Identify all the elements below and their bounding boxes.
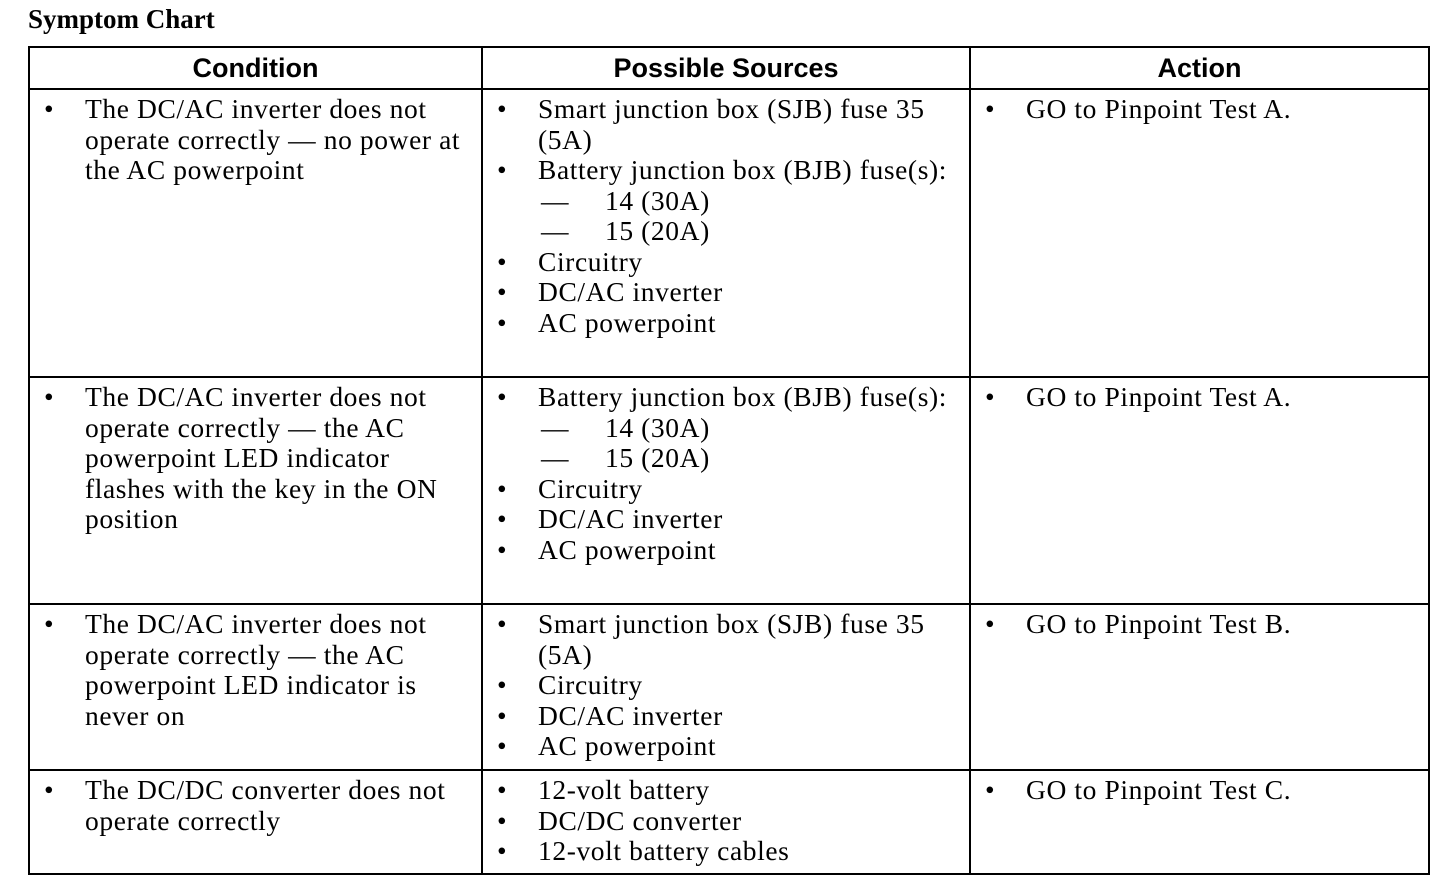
source-text: 12-volt battery cables — [538, 835, 790, 866]
page-title: Symptom Chart — [28, 4, 215, 34]
sources-cell — [482, 89, 970, 377]
bullet-icon: • — [44, 774, 55, 805]
bullet-icon: • — [497, 154, 508, 185]
condition-cell — [29, 604, 482, 770]
bullet-icon: • — [497, 381, 508, 412]
bullet-icon: • — [497, 306, 508, 338]
condition-item — [30, 775, 481, 836]
action-item — [971, 382, 1428, 413]
condition-item — [30, 609, 481, 731]
action-cell — [970, 604, 1429, 770]
source-text: Battery junction box (BJB) fuse(s): — [538, 381, 947, 412]
condition-item — [30, 382, 481, 535]
condition-cell — [29, 89, 482, 377]
source-text: 12-volt battery — [538, 774, 710, 805]
source-subitem — [483, 216, 969, 247]
source-text: 15 (20A) — [605, 215, 710, 246]
source-item — [483, 247, 969, 278]
source-text: AC powerpoint — [538, 533, 717, 565]
action-text: GO to Pinpoint Test B. — [1026, 608, 1292, 639]
bullet-icon: • — [497, 804, 508, 836]
source-text: Circuitry — [538, 245, 643, 277]
source-subitem — [483, 443, 969, 474]
source-item — [483, 836, 969, 867]
source-text: Circuitry — [538, 472, 643, 504]
source-item — [483, 609, 969, 670]
source-subitem — [483, 186, 969, 217]
header-possible-sources: Possible Sources — [482, 47, 970, 89]
table-row — [29, 770, 1429, 874]
source-text: Circuitry — [538, 669, 643, 700]
action-item — [971, 775, 1428, 806]
source-text: AC powerpoint — [538, 730, 717, 761]
action-cell — [970, 377, 1429, 604]
source-text: AC powerpoint — [538, 306, 717, 338]
action-text: GO to Pinpoint Test C. — [1026, 774, 1292, 805]
condition-text: The DC/DC converter does not operate correctly — [85, 774, 446, 836]
condition-text: The DC/AC inverter does not operate correctly — no power at the AC powerpoint — [85, 93, 461, 185]
source-item — [483, 277, 969, 308]
header-action: Action — [970, 47, 1429, 89]
bullet-icon: • — [497, 276, 508, 307]
source-item — [483, 474, 969, 505]
bullet-icon: • — [985, 774, 996, 805]
dash-icon: — — [541, 215, 570, 246]
bullet-icon: • — [497, 730, 508, 761]
source-item — [483, 308, 969, 339]
header-row — [29, 47, 1429, 89]
sources-cell — [482, 604, 970, 770]
condition-cell — [29, 377, 482, 604]
bullet-icon: • — [985, 93, 996, 124]
action-cell — [970, 770, 1429, 874]
bullet-icon: • — [985, 608, 996, 639]
dash-icon: — — [541, 442, 570, 473]
bullet-icon: • — [497, 699, 508, 731]
source-text: 14 (30A) — [605, 184, 710, 216]
source-item — [483, 670, 969, 701]
source-text: DC/AC inverter — [538, 276, 723, 307]
action-item — [971, 94, 1428, 125]
source-text: DC/AC inverter — [538, 503, 723, 534]
action-cell — [970, 89, 1429, 377]
dash-icon: — — [541, 411, 570, 443]
source-item — [483, 382, 969, 413]
action-item — [971, 609, 1428, 640]
source-item — [483, 775, 969, 806]
table-row — [29, 377, 1429, 604]
source-item — [483, 94, 969, 155]
condition-text: The DC/AC inverter does not operate correctly — the AC powerpoint LED indicator flashes with the key in the ON position — [85, 381, 438, 534]
action-text: GO to Pinpoint Test A. — [1026, 381, 1292, 412]
bullet-icon: • — [497, 93, 508, 124]
table-row — [29, 89, 1429, 377]
bullet-icon: • — [497, 774, 508, 805]
bullet-icon: • — [497, 472, 508, 504]
condition-cell — [29, 770, 482, 874]
bullet-icon: • — [497, 533, 508, 565]
bullet-icon: • — [497, 669, 508, 700]
source-item — [483, 806, 969, 837]
source-text: DC/DC converter — [538, 804, 742, 836]
bullet-icon: • — [497, 835, 508, 866]
source-text: Smart junction box (SJB) fuse 35 (5A) — [538, 608, 925, 670]
dash-icon: — — [541, 184, 570, 216]
sources-cell — [482, 377, 970, 604]
source-text: Smart junction box (SJB) fuse 35 (5A) — [538, 93, 925, 155]
source-text: 15 (20A) — [605, 442, 710, 473]
bullet-icon: • — [497, 608, 508, 639]
symptom-chart-table — [28, 46, 1430, 875]
bullet-icon: • — [44, 93, 55, 124]
source-text: 14 (30A) — [605, 411, 710, 443]
bullet-icon: • — [985, 381, 996, 412]
condition-item — [30, 94, 481, 186]
bullet-icon: • — [497, 245, 508, 277]
header-condition: Condition — [29, 47, 482, 89]
action-text: GO to Pinpoint Test A. — [1026, 93, 1292, 124]
source-item — [483, 504, 969, 535]
source-text: Battery junction box (BJB) fuse(s): — [538, 154, 947, 185]
sources-cell — [482, 770, 970, 874]
source-text: DC/AC inverter — [538, 699, 723, 731]
condition-text: The DC/AC inverter does not operate correctly — the AC powerpoint LED indicator is never on — [85, 608, 427, 731]
source-subitem — [483, 413, 969, 444]
source-item — [483, 535, 969, 566]
bullet-icon: • — [44, 608, 55, 639]
source-item — [483, 155, 969, 186]
bullet-icon: • — [497, 503, 508, 534]
bullet-icon: • — [44, 381, 55, 412]
source-item — [483, 701, 969, 732]
source-item — [483, 731, 969, 762]
table-row — [29, 604, 1429, 770]
